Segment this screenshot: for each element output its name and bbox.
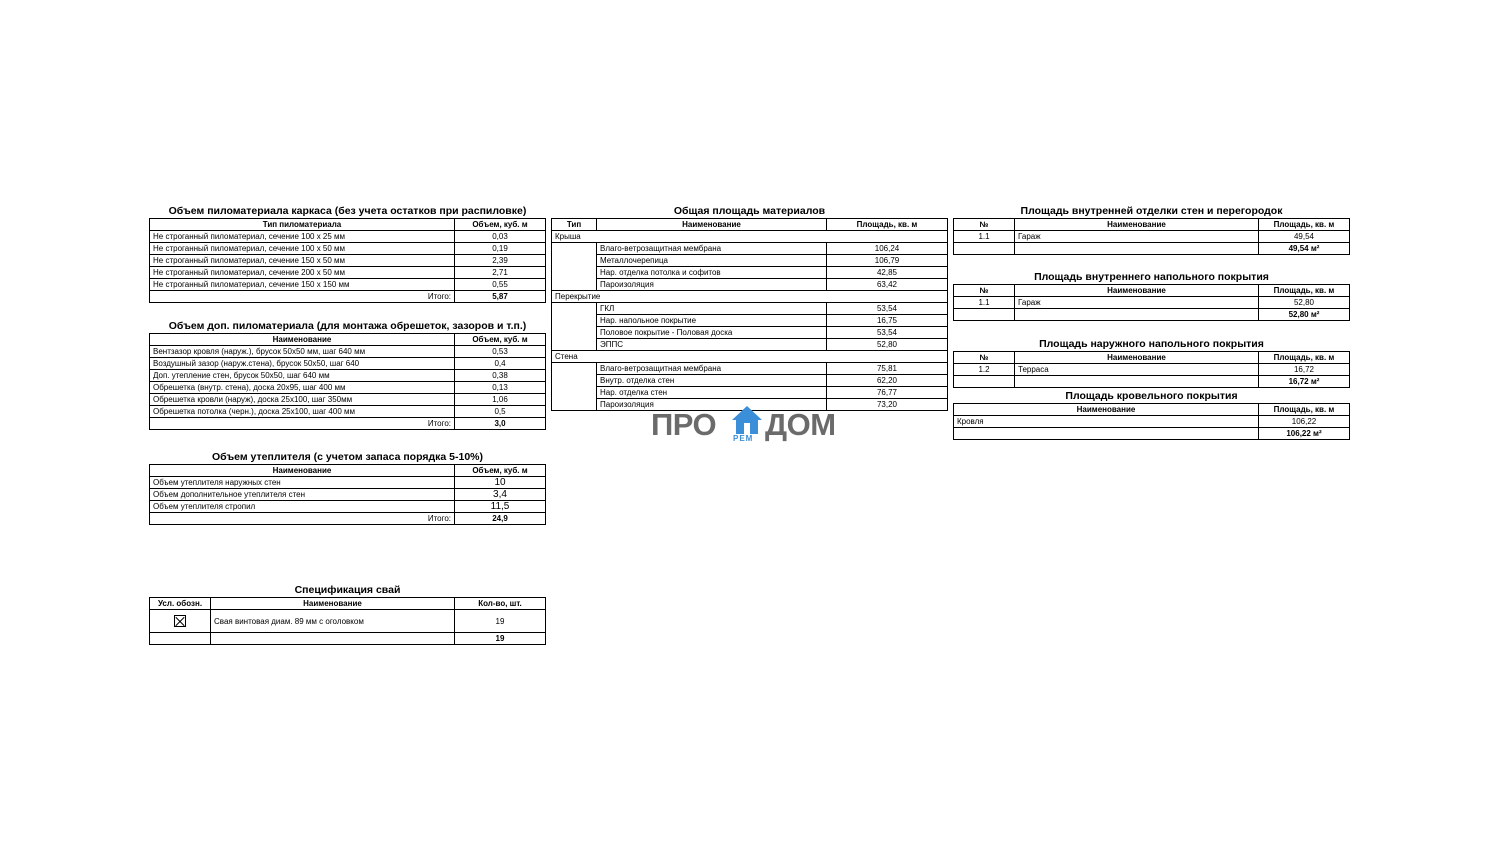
- row-value: 53,54: [827, 303, 948, 315]
- frame-lumber-table: [149, 218, 546, 303]
- row-value: 73,20: [827, 399, 948, 411]
- row-value: 16,75: [827, 315, 948, 327]
- inner-floor-table: [953, 284, 1350, 321]
- row-number: 1.2: [954, 364, 1015, 376]
- logo-text-left: ПРО: [651, 407, 717, 442]
- table-row: [150, 501, 546, 513]
- inner-floor-title: Площадь внутреннего напольного покрытия: [1034, 271, 1269, 283]
- empty-cell: [954, 376, 1015, 388]
- extra-lumber-section: [149, 319, 546, 430]
- logo-subtext: РЕМ: [733, 434, 754, 443]
- table-header-row: [954, 404, 1350, 416]
- row-value: 0,19: [455, 243, 546, 255]
- column-header: Усл. обозн.: [150, 598, 211, 610]
- column-header: №: [954, 352, 1015, 364]
- group-type: Крыша: [552, 231, 948, 243]
- row-name: Нар. отделка стен: [597, 387, 827, 399]
- row-name: ЭППС: [597, 339, 827, 351]
- inner-floor-section: [953, 270, 1350, 321]
- column-header: Тип пиломатериала: [150, 219, 455, 231]
- row-name: Кровля: [954, 416, 1259, 428]
- piles-table: [149, 597, 546, 645]
- roofing-title: Площадь кровельного покрытия: [1065, 390, 1238, 402]
- table-row: [552, 375, 948, 387]
- row-value: 0,4: [455, 358, 546, 370]
- insulation-table: [149, 464, 546, 525]
- row-value: 42,85: [827, 267, 948, 279]
- empty-cell: [150, 633, 211, 645]
- roofing-section: [953, 389, 1350, 440]
- table-header-row: [954, 219, 1350, 231]
- row-value: 52,80: [827, 339, 948, 351]
- extra-lumber-table: [149, 333, 546, 430]
- table-row: [552, 363, 948, 375]
- table-row: [150, 267, 546, 279]
- wall-finish-table: [953, 218, 1350, 255]
- column-header: Объем, куб. м: [455, 465, 546, 477]
- empty-cell: [954, 243, 1015, 255]
- row-name: Не строганный пиломатериал, сечение 200 х 50 мм: [150, 267, 455, 279]
- column-header: Наименование: [150, 334, 455, 346]
- row-value: 76,77: [827, 387, 948, 399]
- outer-floor-title: Площадь наружного напольного покрытия: [1039, 338, 1264, 350]
- outer-floor-section: [953, 337, 1350, 388]
- row-value: 0,13: [455, 382, 546, 394]
- total-row: [954, 428, 1350, 440]
- row-value: 0,55: [455, 279, 546, 291]
- row-number: 1.1: [954, 297, 1015, 309]
- table-row: [552, 279, 948, 291]
- row-name: Обрешетка потолка (черн.), доска 25х100, шаг 400 мм: [150, 406, 455, 418]
- table-row: [954, 416, 1350, 428]
- total-value: 52,80 м²: [1259, 309, 1350, 321]
- row-value: 16,72: [1259, 364, 1350, 376]
- total-row: [954, 309, 1350, 321]
- row-value: 2,71: [455, 267, 546, 279]
- table-row: [954, 364, 1350, 376]
- row-name: Внутр. отделка стен: [597, 375, 827, 387]
- table-row: [552, 315, 948, 327]
- table-header-row: [552, 219, 948, 231]
- row-value: 1,06: [455, 394, 546, 406]
- table-row: [150, 231, 546, 243]
- total-value: 24,9: [455, 513, 546, 525]
- row-name: Влаго-ветрозащитная мембрана: [597, 243, 827, 255]
- column-header: №: [954, 219, 1015, 231]
- empty-cell: [1015, 243, 1259, 255]
- empty-cell: [954, 428, 1259, 440]
- table-header-row: [150, 219, 546, 231]
- row-value: 19: [455, 610, 546, 633]
- table-row: [552, 243, 948, 255]
- row-value: 11,5: [455, 501, 546, 513]
- column-header: Площадь, кв. м: [1259, 219, 1350, 231]
- total-row: [150, 513, 546, 525]
- table-row: [150, 394, 546, 406]
- total-label: Итого:: [150, 418, 455, 430]
- total-row: [954, 243, 1350, 255]
- table-row: [552, 387, 948, 399]
- table-row: [150, 489, 546, 501]
- column-header: Тип: [552, 219, 597, 231]
- row-value: 106,24: [827, 243, 948, 255]
- insulation-section: [149, 450, 546, 525]
- row-name: Половое покрытие - Половая доска: [597, 327, 827, 339]
- group-row: [552, 291, 948, 303]
- piles-title: Спецификация свай: [294, 584, 401, 596]
- table-row: [150, 610, 546, 633]
- table-header-row: [150, 598, 546, 610]
- table-row: [150, 406, 546, 418]
- row-name: Объем утеплителя наружных стен: [150, 477, 455, 489]
- row-name: Объем утеплителя стропил: [150, 501, 455, 513]
- frame-lumber-section: [149, 204, 546, 303]
- row-name: Свая винтовая диам. 89 мм с оголовком: [211, 610, 455, 633]
- table-row: [150, 255, 546, 267]
- logo-text-right: ДОМ: [765, 407, 836, 442]
- row-value: 10: [455, 477, 546, 489]
- group-row: [552, 231, 948, 243]
- table-row: [552, 339, 948, 351]
- table-header-row: [150, 334, 546, 346]
- logo: [651, 404, 851, 446]
- row-value: 53,54: [827, 327, 948, 339]
- row-name: Обрешетка кровли (наруж), доска 25х100, шаг 350мм: [150, 394, 455, 406]
- row-name: Пароизоляция: [597, 399, 827, 411]
- materials-table: [551, 218, 948, 411]
- row-name: Вентзазор кровля (наруж.), брусок 50х50 мм, шаг 640 мм: [150, 346, 455, 358]
- row-name: Доп. утепление стен, брусок 50х50, шаг 640 мм: [150, 370, 455, 382]
- column-header: Наименование: [1015, 352, 1259, 364]
- table-header-row: [150, 465, 546, 477]
- column-header: №: [954, 285, 1015, 297]
- materials-section: [551, 204, 948, 411]
- row-value: 3,4: [455, 489, 546, 501]
- group-spacer: [552, 243, 597, 291]
- row-name: Обрешетка (внутр. стена), доска 20х95, шаг 400 мм: [150, 382, 455, 394]
- row-name: Гараж: [1015, 231, 1259, 243]
- table-row: [552, 255, 948, 267]
- column-header: Наименование: [150, 465, 455, 477]
- insulation-title: Объем утеплителя (с учетом запаса порядка 5-10%): [211, 451, 484, 463]
- outer-floor-table: [953, 351, 1350, 388]
- column-header: Кол-во, шт.: [455, 598, 546, 610]
- column-header: Наименование: [597, 219, 827, 231]
- row-name: Не строганный пиломатериал, сечение 150 х 150 мм: [150, 279, 455, 291]
- row-name: Нар. напольное покрытие: [597, 315, 827, 327]
- group-row: [552, 351, 948, 363]
- table-row: [150, 346, 546, 358]
- row-name: Воздушный зазор (наруж.стена), брусок 50х50, шаг 640: [150, 358, 455, 370]
- row-name: Не строганный пиломатериал, сечение 100 х 50 мм: [150, 243, 455, 255]
- roofing-table: [953, 403, 1350, 440]
- row-value: 0,38: [455, 370, 546, 382]
- row-name: Объем дополнительное утеплителя стен: [150, 489, 455, 501]
- column-header: Наименование: [954, 404, 1259, 416]
- frame-lumber-title: Объем пиломатериала каркаса (без учета остатков при распиловке): [168, 205, 527, 217]
- total-label: Итого:: [150, 513, 455, 525]
- total-value: 5,87: [455, 291, 546, 303]
- row-value: 49,54: [1259, 231, 1350, 243]
- column-header: Наименование: [211, 598, 455, 610]
- row-name: Не строганный пиломатериал, сечение 100 х 25 мм: [150, 231, 455, 243]
- total-row: [954, 376, 1350, 388]
- row-name: Влаго-ветрозащитная мембрана: [597, 363, 827, 375]
- wall-finish-section: [953, 204, 1350, 255]
- extra-lumber-title: Объем доп. пиломатериала (для монтажа обрешеток, зазоров и т.п.): [168, 320, 527, 332]
- row-name: Нар. отделка потолка и софитов: [597, 267, 827, 279]
- row-name: Гараж: [1015, 297, 1259, 309]
- group-spacer: [552, 303, 597, 351]
- total-row: [150, 418, 546, 430]
- row-name: ГКЛ: [597, 303, 827, 315]
- table-row: [150, 243, 546, 255]
- row-name: Не строганный пиломатериал, сечение 150 х 50 мм: [150, 255, 455, 267]
- table-header-row: [954, 352, 1350, 364]
- row-value: 52,80: [1259, 297, 1350, 309]
- row-value: 106,22: [1259, 416, 1350, 428]
- pile-symbol-icon: [174, 615, 186, 627]
- table-row: [552, 303, 948, 315]
- table-row: [150, 382, 546, 394]
- row-value: 63,42: [827, 279, 948, 291]
- total-label: Итого:: [150, 291, 455, 303]
- empty-cell: [1015, 376, 1259, 388]
- row-value: 0,5: [455, 406, 546, 418]
- total-row: [150, 633, 546, 645]
- table-header-row: [954, 285, 1350, 297]
- piles-section: [149, 583, 546, 645]
- row-value: 62,20: [827, 375, 948, 387]
- table-row: [150, 477, 546, 489]
- table-row: [954, 231, 1350, 243]
- row-name: Металлочерепица: [597, 255, 827, 267]
- row-name: Пароизоляция: [597, 279, 827, 291]
- row-number: 1.1: [954, 231, 1015, 243]
- table-row: [150, 358, 546, 370]
- table-row: [552, 267, 948, 279]
- house-icon: [731, 404, 763, 436]
- pile-symbol-cell: [150, 610, 211, 633]
- column-header: Площадь, кв. м: [1259, 285, 1350, 297]
- materials-title: Общая площадь материалов: [673, 205, 826, 217]
- total-row: [150, 291, 546, 303]
- group-type: Перекрытие: [552, 291, 948, 303]
- column-header: Площадь, кв. м: [1259, 352, 1350, 364]
- row-value: 0,03: [455, 231, 546, 243]
- total-value: 106,22 м²: [1259, 428, 1350, 440]
- column-header: Наименование: [1015, 285, 1259, 297]
- empty-cell: [1015, 309, 1259, 321]
- column-header: Наименование: [1015, 219, 1259, 231]
- row-value: 75,81: [827, 363, 948, 375]
- total-value: 16,72 м²: [1259, 376, 1350, 388]
- table-row: [954, 297, 1350, 309]
- total-value: 19: [455, 633, 546, 645]
- column-header: Площадь, кв. м: [827, 219, 948, 231]
- table-row: [150, 279, 546, 291]
- table-row: [552, 327, 948, 339]
- empty-cell: [211, 633, 455, 645]
- column-header: Площадь, кв. м: [1259, 404, 1350, 416]
- row-value: 0,53: [455, 346, 546, 358]
- wall-finish-title: Площадь внутренней отделки стен и перегородок: [1020, 205, 1283, 217]
- column-header: Объем, куб. м: [455, 334, 546, 346]
- row-value: 2,39: [455, 255, 546, 267]
- total-value: 3,0: [455, 418, 546, 430]
- table-row: [150, 370, 546, 382]
- total-value: 49,54 м²: [1259, 243, 1350, 255]
- row-value: 106,79: [827, 255, 948, 267]
- row-name: Терраса: [1015, 364, 1259, 376]
- group-type: Стена: [552, 351, 948, 363]
- group-spacer: [552, 363, 597, 411]
- column-header: Объем, куб. м: [455, 219, 546, 231]
- empty-cell: [954, 309, 1015, 321]
